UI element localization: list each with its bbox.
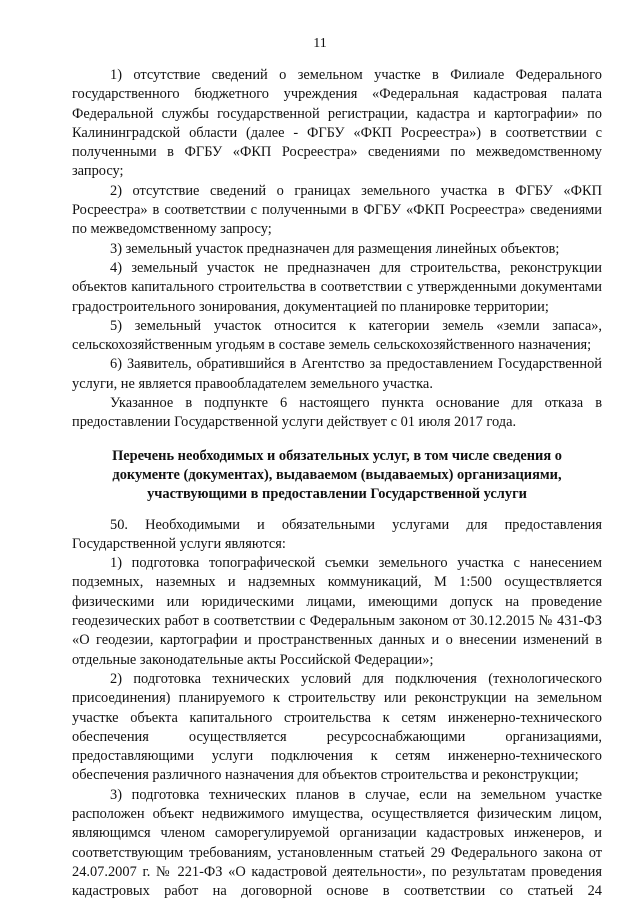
paragraph-no-boundaries-info: 2) отсутствие сведений о границах земельного участка в ФГБУ «ФКП Росреестра» в соответствии с полученными в ФГБУ «ФКП Росреестра» сведениями по межведомственному запросу; <box>72 182 602 238</box>
paragraph-linear-objects: 3) земельный участок предназначен для размещения линейных объектов; <box>110 240 560 257</box>
section-heading-line: Перечень необходимых и обязательных услуг, в том числе сведения о <box>112 447 562 464</box>
page-number: 11 <box>313 36 327 51</box>
paragraph-technical-plans: 3) подготовка технических планов в случае, если на земельном участке расположен объект недвижимого имущества, осуществляется физическим лицом, являющимся членом саморегулируемой организации кадастровых инженеров, и соответствующим требованиям, установленным статьей 29 Федерального закона от 24.07.2007 г. № 221-ФЗ «О кадастровой деятельности», по результатам проведения кадастровых работ на договорной основе в соответствии со статьей 24 <box>72 786 602 900</box>
document-body <box>72 66 602 901</box>
paragraph-no-cadastre-info: 1) отсутствие сведений о земельном участке в Филиале Федерального государственного бюджетного учреждения «Федеральная кадастровая палата Федеральной службы государственной регистрации, кадастра и картографии» по Калининградской области (далее - ФГБУ «ФКП Росреестра») в соответствии с полученными в ФГБУ «ФКП Росреестра» сведениями по межведомственному запросу; <box>72 67 602 180</box>
paragraph-topographic-survey: 1) подготовка топографической съемки земельного участка с нанесением подземных, наземных и надземных коммуникаций, М 1:500 осуществляется физическими или юридическими лицами, имеющими допуск на проведение геодезических работ в соответствии с Федеральным законом от 30.12.2015 № 431-ФЗ «О геодезии, картографии и пространственных данных и о внесении изменений в отдельные законодательные акты Российской Федерации»; <box>72 555 602 668</box>
paragraph-effective-date: Указанное в подпункте 6 настоящего пункта основание для отказа в предоставлении Государственной услуги действует с 01 июля 2017 года. <box>72 395 602 431</box>
paragraph-item-50: 50. Необходимыми и обязательными услугами для предоставления Государственной услуги являются: <box>72 516 602 552</box>
paragraph-not-for-construction: 4) земельный участок не предназначен для строительства, реконструкции объектов капитального строительства в соответствии с утвержденными документами градостроительного зонирования, документацией по планировке территории; <box>72 259 602 315</box>
paragraph-technical-conditions: 2) подготовка технических условий для подключения (технологического присоединения) планируемого к строительству или реконструкции на земельном участке объекта капитального строительства к сетям инженерно-технического обеспечения осуществляется ресурсоснабжающими организациями, предоставляющими услуги подключения к сетям инженерно-технического обеспечения различного назначения для объектов строительства и реконструкции; <box>72 670 602 784</box>
section-heading <box>72 447 602 505</box>
paragraph-not-rights-holder: 6) Заявитель, обратившийся в Агентство за предоставлением Государственной услуги, не является правообладателем земельного участка. <box>72 356 602 392</box>
section-heading-line: участвующими в предоставлении Государственной услуги <box>147 486 527 503</box>
section-heading-line: документе (документах), выдаваемом (выдаваемых) организациями, <box>112 466 562 483</box>
paragraph-reserve-lands: 5) земельный участок относится к категории земель «земли запаса», сельскохозяйственным угодьям в составе земель сельскохозяйственного назначения; <box>72 317 602 354</box>
